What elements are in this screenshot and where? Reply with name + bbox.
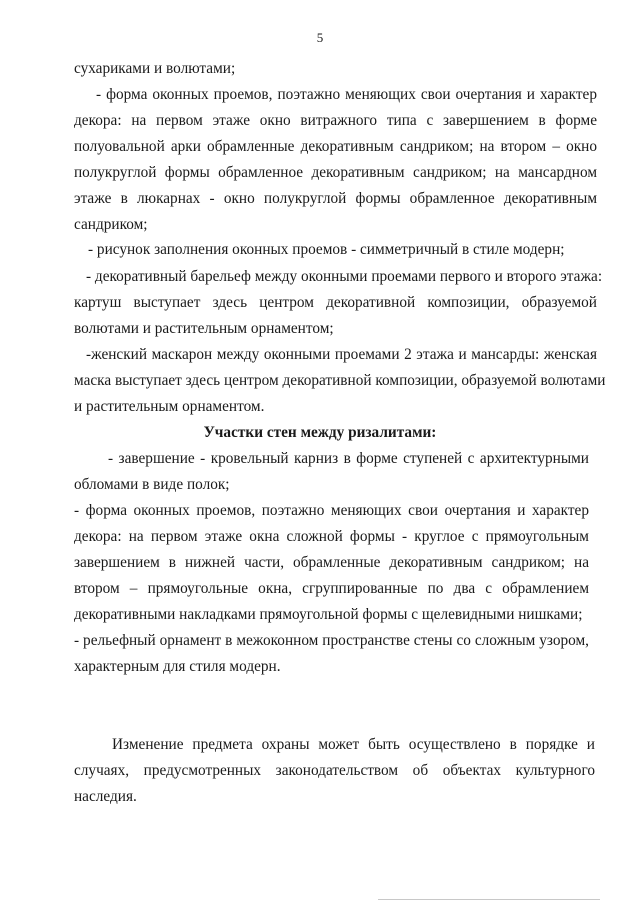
text-line: - форма оконных проемов, поэтажно меняющих свои очертания и характер: [74, 502, 589, 519]
footer-rule: [378, 899, 600, 900]
text-line: этаже в люкарнах - окно полукруглой формы обрамленное декоративным: [74, 190, 597, 207]
text-line: -женский маскарон между оконными проемами 2 этажа и мансарды: женская: [86, 346, 597, 363]
text-line: полуовальной арки обрамленные декоративным сандриком; на втором – окно: [74, 138, 597, 155]
text-line: - рельефный орнамент в межоконном пространстве стены со сложным узором,: [74, 632, 589, 649]
text-line: декора: на первом этаже окна сложной формы - круглое с прямоугольным: [74, 528, 589, 545]
text-line: случаях, предусмотренных законодательством об объектах культурного: [74, 762, 595, 779]
text-line: декоративными накладками прямоугольной формы с щелевидными нишками;: [74, 606, 583, 623]
text-line: - рисунок заполнения оконных проемов - симметричный в стиле модерн;: [88, 241, 565, 258]
text-line: обломами в виде полок;: [74, 476, 230, 493]
text-line: маска выступает здесь центром декоративной композиции, образуемой волютами: [74, 372, 606, 389]
text-line: - декоративный барельеф между оконными проемами первого и второго этажа:: [86, 268, 603, 285]
text-line: характерным для стиля модерн.: [74, 658, 281, 675]
section-heading: Участки стен между ризалитами:: [203, 424, 437, 441]
text-line: сандриком;: [74, 216, 148, 233]
text-line: полукруглой формы обрамленное декоративным сандриком; на мансардном: [74, 164, 597, 181]
text-line: завершением в нижней части, обрамленные декоративным сандриком; на: [74, 554, 589, 571]
text-line: - форма оконных проемов, поэтажно меняющих свои очертания и характер: [96, 86, 597, 103]
text-line: Изменение предмета охраны может быть осуществлено в порядке и: [112, 736, 595, 753]
text-line: - завершение - кровельный карниз в форме ступеней с архитектурными: [108, 450, 589, 467]
page-number: 5: [316, 30, 324, 45]
text-line: втором – прямоугольные окна, сгруппированные по два с обрамлением: [74, 580, 589, 597]
text-line: сухариками и волютами;: [74, 60, 236, 77]
text-line: и растительным орнаментом.: [74, 398, 265, 415]
text-line: декора: на первом этаже окно витражного типа с завершением в форме: [74, 112, 597, 129]
text-line: наследия.: [74, 788, 137, 805]
text-line: картуш выступает здесь центром декоративной композиции, образуемой: [74, 294, 597, 311]
text-line: волютами и растительным орнаментом;: [74, 320, 334, 337]
